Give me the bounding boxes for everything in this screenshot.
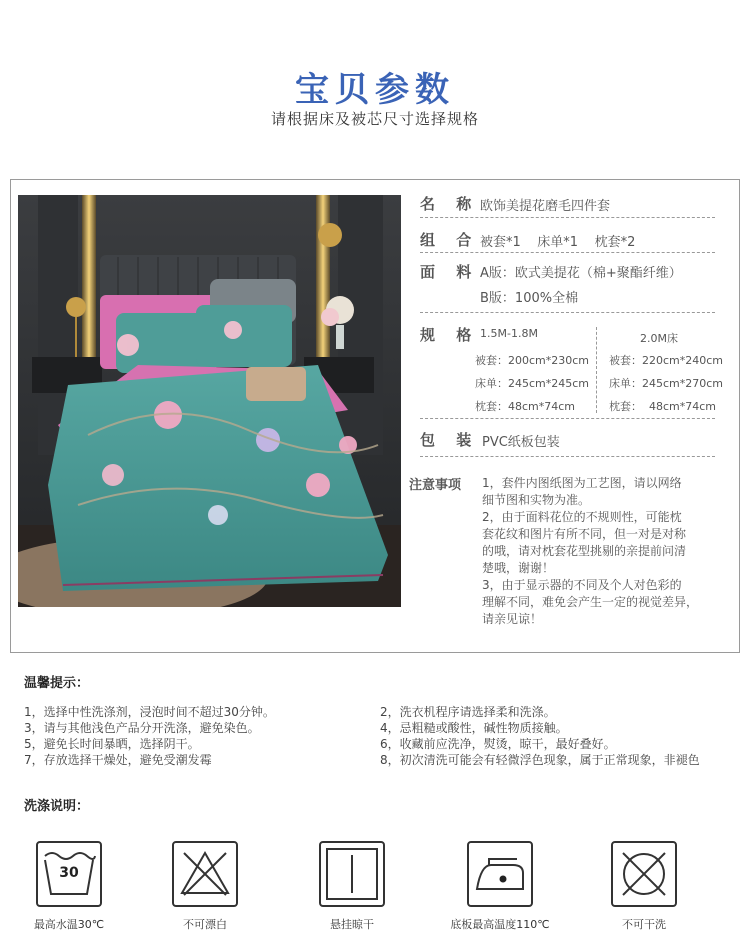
fabric-value-a: A版：欧式美提花（棉+聚酯纤维）	[480, 266, 682, 281]
size-col2-pillowcase: 枕套： 48cm*74cm	[609, 400, 717, 413]
fabric-value-b: B版：100%全棉	[480, 291, 579, 306]
tip-item: 8，初次清洗可能会有轻微浮色现象，属于正常现象，非褪色	[380, 753, 700, 767]
wash-30-icon	[36, 841, 102, 907]
set-value: 被套*1 床单*1 枕套*2	[480, 235, 636, 250]
name-value: 欧饰美提花磨毛四件套	[480, 199, 611, 214]
divider	[420, 418, 715, 419]
divider	[420, 456, 715, 457]
divider	[420, 252, 715, 253]
tip-item: 2，洗衣机程序请选择柔和洗涤。	[380, 705, 556, 719]
wash-temp-value: 30	[59, 865, 79, 881]
size-column-divider	[596, 327, 597, 413]
size-col2-title: 2.0M床	[640, 332, 678, 345]
notes-line: 1，套件内图纸图为工艺图，请以网络	[482, 476, 682, 490]
notes-line: 套花纹和图片有所不同，但一对是对称	[482, 527, 687, 541]
pack-value: PVC纸板包装	[482, 435, 560, 450]
care-label: 不可干洗	[622, 918, 666, 931]
name-label: 名 称	[420, 195, 480, 213]
size-col1-title: 1.5M-1.8M	[480, 327, 538, 340]
size-label: 规 格	[420, 326, 480, 344]
notes-label: 注意事项	[409, 478, 462, 493]
size-col2-duvet: 被套：220cm*240cm	[609, 354, 724, 367]
tip-item: 6，收藏前应洗净，熨烫，晾干，最好叠好。	[380, 737, 616, 751]
notes-line: 楚哦，谢谢！	[482, 561, 555, 575]
care-label: 悬挂晾干	[330, 918, 374, 931]
no-dry-clean-icon	[611, 841, 677, 907]
tip-item: 3，请与其他浅色产品分开洗涤，避免染色。	[24, 721, 260, 735]
page-title: 宝贝参数	[295, 70, 455, 110]
notes-line: 请亲见谅！	[482, 612, 543, 626]
tip-item: 7，存放选择干燥处，避免受潮发霉	[24, 753, 212, 767]
care-label: 底板最高温度110℃	[450, 918, 550, 931]
iron-icon	[467, 841, 533, 907]
size-col1-pillowcase: 枕套：48cm*74cm	[475, 400, 576, 413]
size-col1-duvet: 被套：200cm*230cm	[475, 354, 590, 367]
care-label: 不可漂白	[183, 918, 227, 931]
notes-line: 的哦，请对枕套花型挑剔的亲提前问清	[482, 544, 687, 558]
hang-dry-icon	[319, 841, 385, 907]
notes-line: 细节图和实物为准。	[482, 493, 591, 507]
tips-title: 温馨提示：	[24, 676, 90, 691]
care-label: 最高水温30℃	[33, 918, 105, 931]
product-photo	[18, 195, 401, 607]
notes-line: 理解不同，难免会产生一定的视觉差异，	[482, 595, 699, 609]
notes-line: 3，由于显示器的不同及个人对色彩的	[482, 578, 682, 592]
size-col2-sheet: 床单：245cm*270cm	[609, 377, 724, 390]
tip-item: 1，选择中性洗涤剂，浸泡时间不超过30分钟。	[24, 705, 275, 719]
notes-line: 2，由于面料花位的不规则性，可能枕	[482, 510, 682, 524]
tip-item: 5，避免长时间暴晒，选择阴干。	[24, 737, 200, 751]
size-col1-sheet: 床单：245cm*245cm	[475, 377, 590, 390]
no-bleach-icon	[172, 841, 238, 907]
fabric-label: 面 料	[420, 263, 480, 281]
page-subtitle: 请根据床及被芯尺寸选择规格	[270, 110, 479, 128]
tip-item: 4，忌粗糙或酸性，碱性物质接触。	[380, 721, 568, 735]
set-label: 组 合	[420, 231, 480, 249]
divider	[420, 217, 715, 218]
care-title: 洗涤说明：	[24, 799, 90, 814]
pack-label: 包 装	[420, 431, 480, 449]
notes-block	[482, 475, 698, 628]
divider	[420, 312, 715, 313]
